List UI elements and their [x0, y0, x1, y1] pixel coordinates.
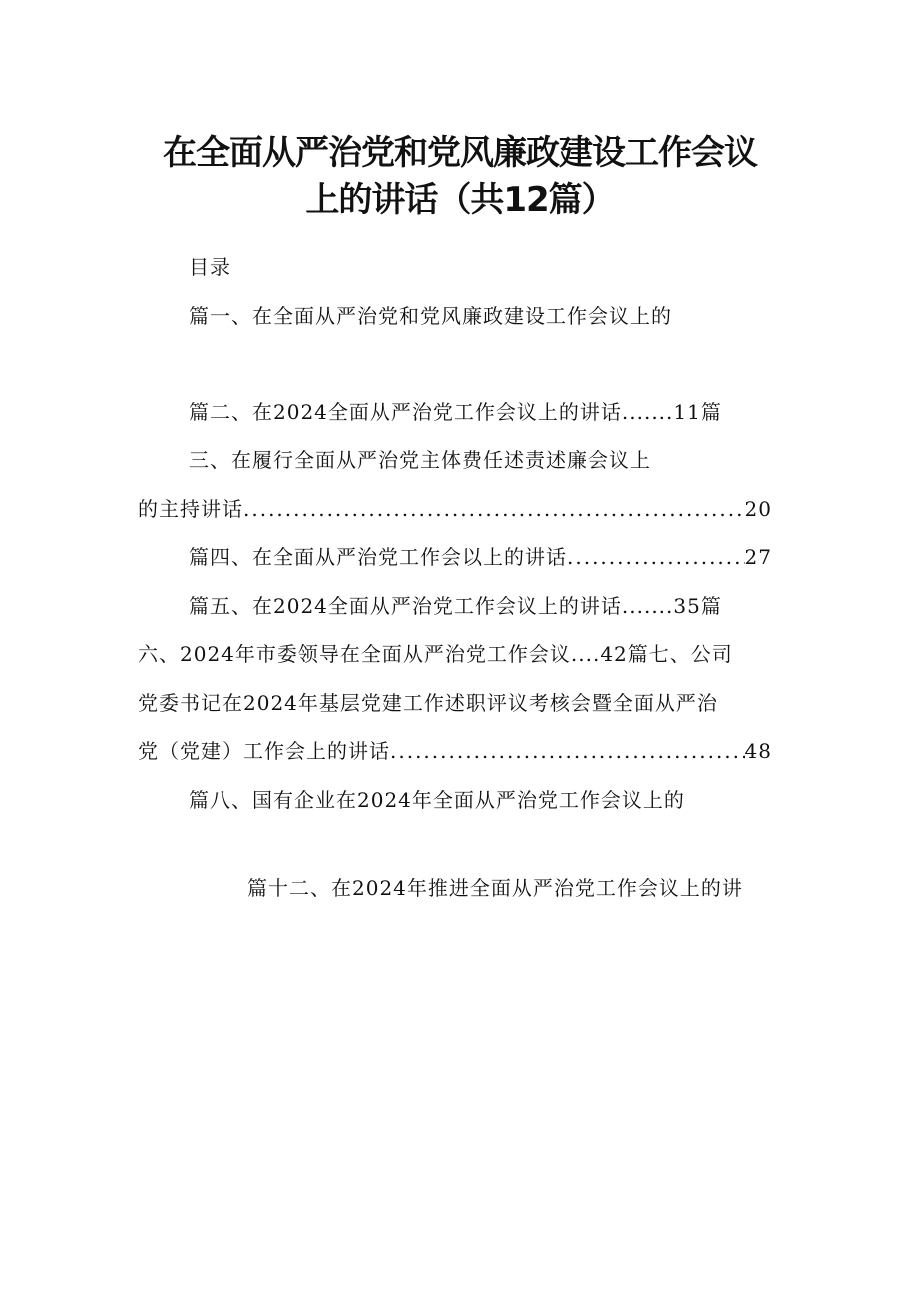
- toc-entry-9-text: 党（党建）工作会上的讲话: [138, 739, 390, 763]
- toc-entry-4: [138, 494, 772, 524]
- toc-entry-4-page: 20: [744, 497, 772, 521]
- toc-entry-5-page: 27: [744, 545, 772, 569]
- toc-leader-dots: [567, 542, 745, 572]
- toc-entry-1: 篇一、在全面从严治党和党风廉政建设工作会议上的: [189, 304, 672, 328]
- toc-entry-4-text: 的主持讲话: [138, 497, 243, 521]
- toc-entry-5: [189, 542, 772, 572]
- toc-entry-9: [138, 736, 772, 766]
- toc-entry-2: 篇二、在2024全面从严治党工作会议上的讲话.......11篇: [189, 400, 722, 424]
- toc-entry-6: 篇五、在2024全面从严治党工作会议上的讲话.......35篇: [189, 594, 722, 618]
- toc-entry-9-page: 48: [744, 739, 772, 763]
- toc-entry-10: 篇八、国有企业在2024年全面从严治党工作会议上的: [189, 788, 685, 812]
- document-title-line-1: 在全面从严治党和党风廉政建设工作会议: [163, 133, 757, 173]
- toc-entry-5-text: 篇四、在全面从严治党工作会以上的讲话: [189, 545, 567, 569]
- toc-entry-11: 篇十二、在2024年推进全面从严治党工作会议上的讲: [247, 876, 743, 900]
- toc-leader-dots: [390, 736, 745, 766]
- toc-heading: 目录: [189, 255, 231, 279]
- toc-entry-7: 六、2024年市委领导在全面从严治党工作会议....42篇七、公司: [138, 642, 733, 666]
- toc-leader-dots: [243, 494, 745, 524]
- toc-entry-8: 党委书记在2024年基层党建工作述职评议考核会暨全面从严治: [138, 691, 718, 715]
- document-title-line-2: 上的讲话（共12篇）: [305, 180, 615, 220]
- toc-entry-3: 三、在履行全面从严治党主体费任述责述廉会议上: [189, 448, 651, 472]
